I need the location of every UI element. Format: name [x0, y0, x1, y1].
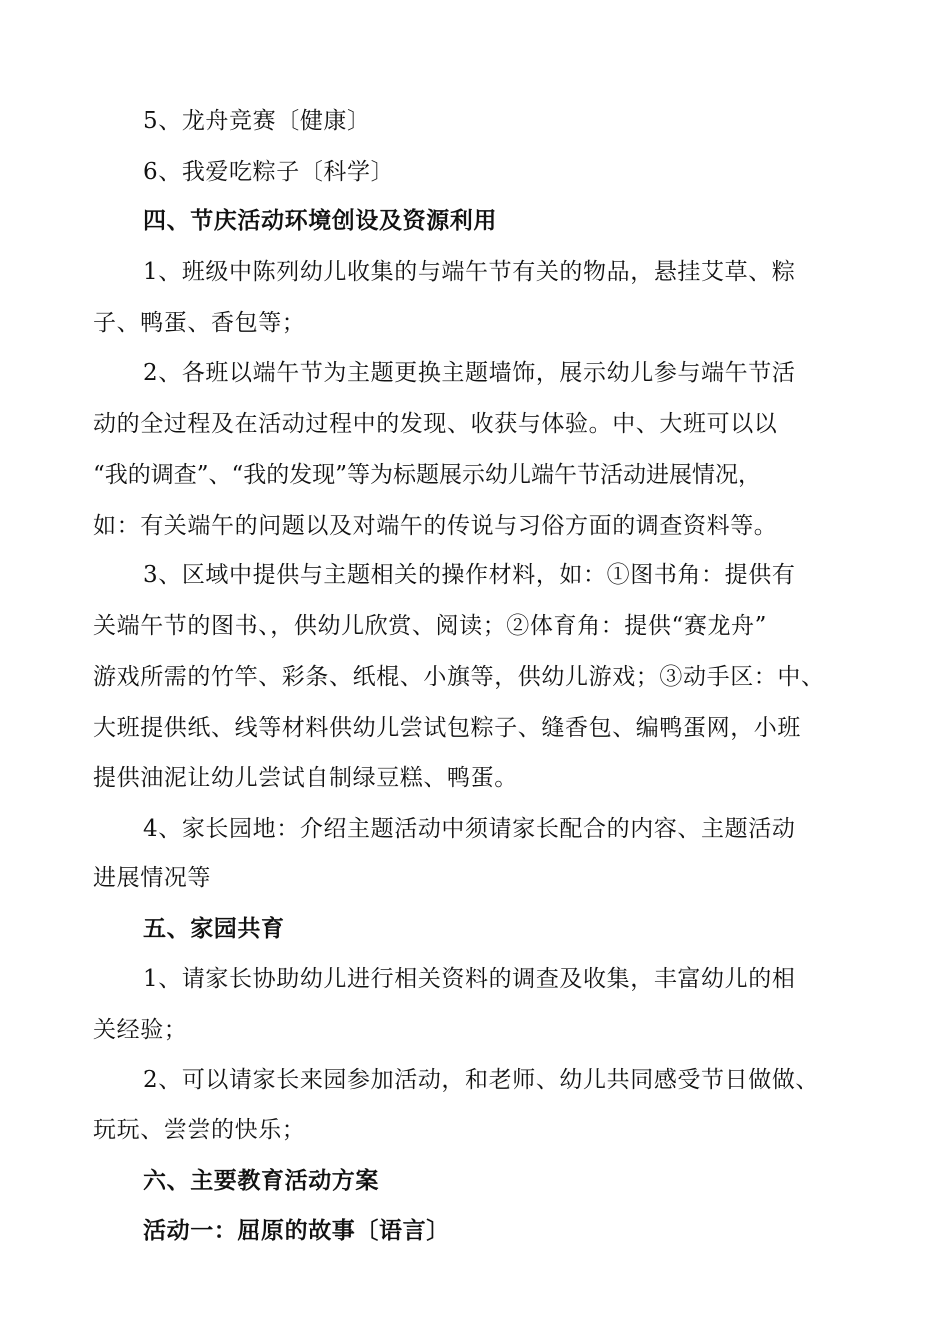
paragraph-line: 1、班级中陈列幼儿收集的与端午节有关的物品，悬挂艾草、粽 — [143, 259, 796, 285]
paragraph-line: 子、鸭蛋、香包等； — [93, 310, 306, 336]
paragraph-line: 提供油泥让幼儿尝试自制绿豆糕、鸭蛋。 — [93, 765, 518, 791]
paragraph-line: 大班提供纸、线等材料供幼儿尝试包粽子、缝香包、编鸭蛋网，小班 — [93, 715, 801, 741]
paragraph-line: 关经验； — [93, 1017, 188, 1043]
paragraph-line: 2、可以请家长来园参加活动，和老师、幼儿共同感受节日做做、 — [143, 1067, 820, 1093]
section-heading-home-school: 五、家园共育 — [143, 915, 285, 942]
paragraph-line: 2、各班以端午节为主题更换主题墙饰，展示幼儿参与端午节活 — [143, 360, 796, 386]
paragraph-line: 动的全过程及在活动过程中的发现、收获与体验。中、大班可以以 — [93, 411, 778, 437]
paragraph-line: 关端午节的图书、，供幼儿欣赏、阅读；②体育角：提供“赛龙舟” — [93, 613, 768, 639]
paragraph-line: 玩玩、尝尝的快乐； — [93, 1117, 306, 1143]
paragraph-line: 游戏所需的竹竿、彩条、纸棍、小旗等，供幼儿游戏；③动手区：中、 — [93, 664, 825, 690]
paragraph-line: 3、区域中提供与主题相关的操作材料，如：①图书角：提供有 — [143, 562, 796, 588]
activity-title: 活动一：屈原的故事〔语言〕 — [143, 1217, 450, 1244]
paragraph-line: 1、请家长协助幼儿进行相关资料的调查及收集，丰富幼儿的相 — [143, 966, 796, 992]
paragraph-line: 如：有关端午的问题以及对端午的传说与习俗方面的调查资料等。 — [93, 513, 778, 539]
list-item-dragon-boat: 5、龙舟竞赛〔健康〕 — [143, 108, 371, 134]
paragraph-line: “我的调查”、“我的发现”等为标题展示幼儿端午节活动进展情况， — [93, 462, 762, 488]
section-heading-environment: 四、节庆活动环境创设及资源利用 — [143, 207, 497, 234]
paragraph-line: 4、家长园地：介绍主题活动中须请家长配合的内容、主题活动 — [143, 816, 796, 842]
section-heading-activities: 六、主要教育活动方案 — [143, 1167, 379, 1194]
paragraph-line: 进展情况等 — [93, 865, 211, 891]
list-item-zongzi: 6、我爱吃粽子〔科学〕 — [143, 159, 395, 185]
